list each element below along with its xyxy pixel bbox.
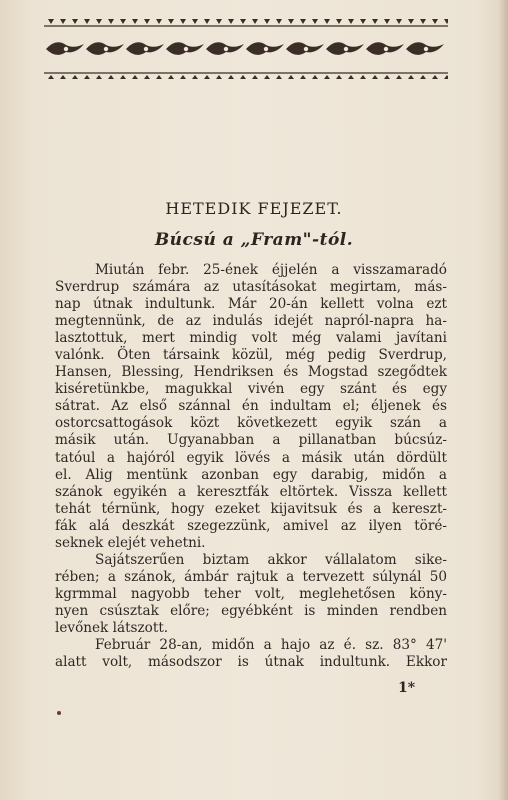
text-line: Hansen, Blessing, Hendriksen és Mogstad szegődtek xyxy=(55,364,447,381)
text-line: rében; a szánok, ámbár rajtuk a tervezett súlynál 50 xyxy=(55,568,447,585)
chapter-heading: HETEDIK FEJEZET. xyxy=(165,199,343,218)
text-line: megtennünk, de az indulás idejét napról-napra ha- xyxy=(55,313,447,330)
text-line: ostorcsattogások közt következett egyik szán a xyxy=(55,415,447,432)
text-line: Miután febr. 25-ének éjjelén a visszamaradó xyxy=(95,262,447,278)
ink-spot xyxy=(57,711,61,715)
text-line: tatóul a hajóról egyik lövés a másik után dördült xyxy=(55,449,447,466)
text-line: tehát térnünk, hogy ezeket kijavitsuk és a kereszt- xyxy=(55,500,447,517)
text-line: szánok egyikén a keresztfák eltörtek. Vissza kellett xyxy=(55,483,447,500)
text-line: fák alá deszkát szegezzünk, amivel az ilyen töré- xyxy=(55,517,447,534)
text-line: Február 28-an, midőn a hajo az é. sz. 83° 47' xyxy=(95,637,447,654)
text-line: másik után. Ugyanabban a pillanatban búcsúz- xyxy=(55,432,447,449)
text-line: seknek elejét vehetni. xyxy=(55,534,206,551)
text-line: sátrat. Az első szánnal én indultam el; éljenek és xyxy=(55,398,447,415)
text-line: valónk. Öten társaink közül, még pedig Sverdrup, xyxy=(55,347,447,364)
page-number: 1* xyxy=(398,680,416,696)
ornamental-header-border xyxy=(44,18,448,80)
text-line: levőnek látszott. xyxy=(55,619,169,636)
text-line: kiséretünkbe, magukkal vivén egy szánt és egy xyxy=(55,381,447,398)
chapter-title: Búcsú a „Fram"-tól. xyxy=(154,230,354,250)
body-text xyxy=(55,262,447,671)
text-line: lasztottuk, mert mindig volt még valami javítani xyxy=(55,330,447,347)
text-line: nyen csúsztak előre; egyébként is minden rendben xyxy=(55,602,447,619)
text-line: Sverdrup számára az utasításokat megirtam, más- xyxy=(55,279,447,296)
text-line: kgrmmal nagyobb teher volt, meglehetősen köny- xyxy=(55,585,447,602)
text-line: alatt volt, másodszor is útnak indultunk. Ekkor xyxy=(55,654,447,671)
page-edge-shadow xyxy=(498,0,508,800)
text-line: el. Alig mentünk azonban egy darabig, midőn a xyxy=(55,466,447,483)
text-line: nap útnak indultunk. Már 20-án kellett volna ezt xyxy=(55,296,447,313)
text-line: Sajátszerűen biztam akkor vállalatom sike- xyxy=(95,551,447,568)
